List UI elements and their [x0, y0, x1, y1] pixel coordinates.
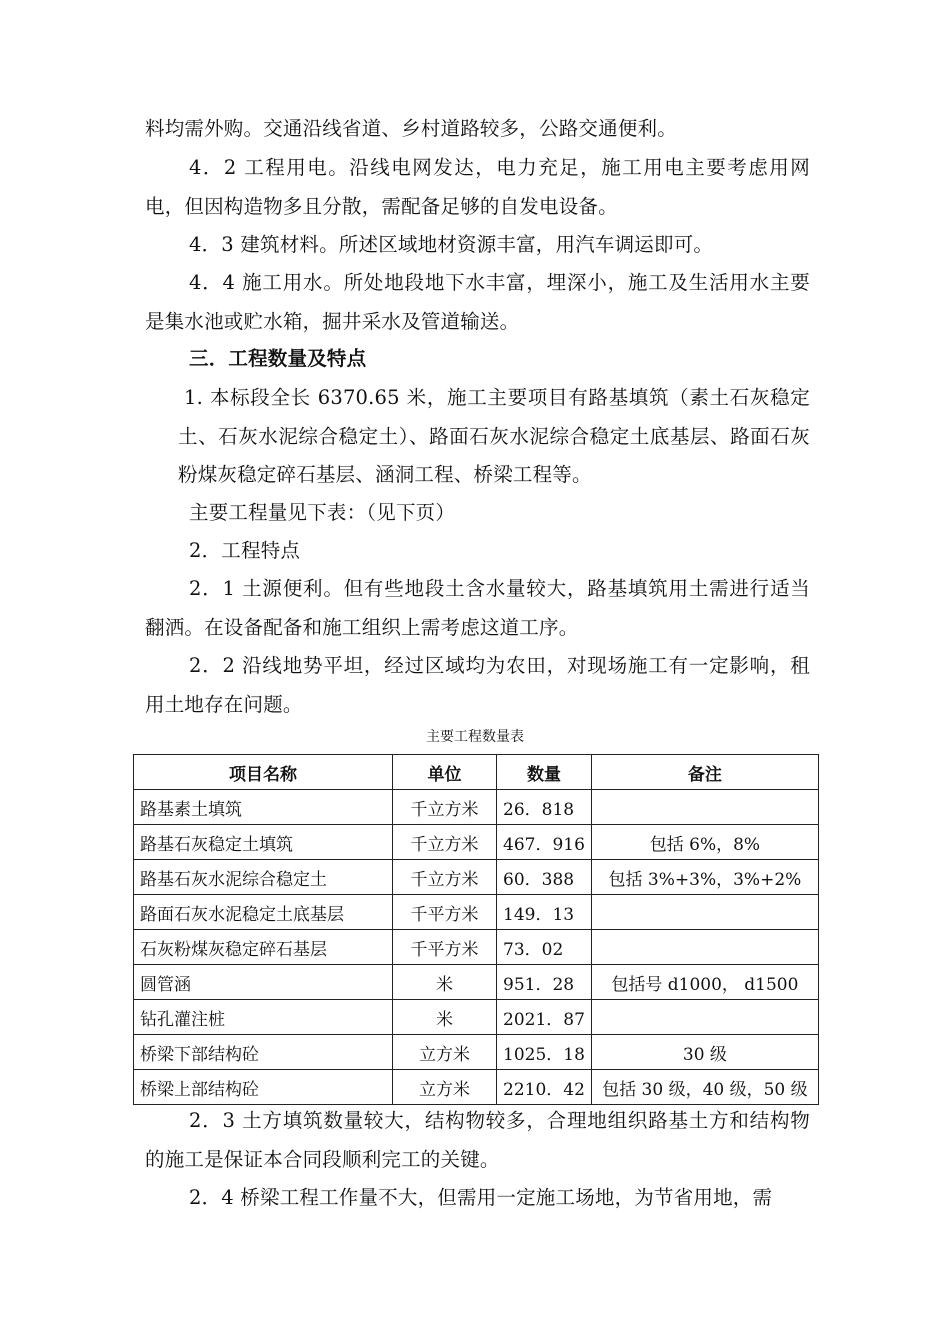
cell-unit: 千立方米 — [393, 860, 497, 895]
header-item-name: 项目名称 — [134, 755, 393, 790]
cell-unit: 千立方米 — [393, 790, 497, 825]
table-row — [134, 965, 819, 1000]
table-caption: 主要工程数量表 — [426, 729, 524, 745]
cell-remarks — [591, 895, 818, 930]
cell-item-name: 路基石灰水泥综合稳定土 — [134, 860, 393, 895]
paragraph-electricity: 4．2 工程用电。沿线电网发达，电力充足，施工用电主要考虑用网电，但因构造物多且分散，需配备足够的自发电设备。 — [145, 156, 810, 218]
cell-item-name: 桥梁下部结构砼 — [134, 1035, 393, 1070]
table-row — [134, 860, 819, 895]
table-header-row — [134, 755, 819, 790]
cell-quantity: 2210．42 — [497, 1070, 592, 1105]
cell-remarks: 包括 3%+3%，3%+2% — [591, 860, 818, 895]
header-remarks: 备注 — [591, 755, 818, 790]
cell-quantity: 467．916 — [497, 825, 592, 860]
cell-unit: 千平方米 — [393, 930, 497, 965]
cell-item-name: 钻孔灌注桩 — [134, 1000, 393, 1035]
cell-unit: 米 — [393, 965, 497, 1000]
cell-remarks: 包括 30 级，40 级，50 级 — [591, 1070, 818, 1105]
table-row — [134, 930, 819, 965]
cell-item-name: 圆管涵 — [134, 965, 393, 1000]
cell-quantity: 2021．87 — [497, 1000, 592, 1035]
cell-remarks: 包括 6%，8% — [591, 825, 818, 860]
cell-quantity: 60．388 — [497, 860, 592, 895]
cell-remarks — [591, 790, 818, 825]
cell-remarks — [591, 930, 818, 965]
cell-item-name: 路基素土填筑 — [134, 790, 393, 825]
cell-quantity: 26．818 — [497, 790, 592, 825]
quantities-table — [133, 754, 819, 1105]
cell-item-name: 路面石灰水泥稳定土底基层 — [134, 895, 393, 930]
subheading-features: 2．工程特点 — [189, 539, 301, 562]
cell-remarks: 30 级 — [591, 1035, 818, 1070]
header-unit: 单位 — [393, 755, 497, 790]
cell-item-name: 路基石灰稳定土填筑 — [134, 825, 393, 860]
cell-quantity: 73．02 — [497, 930, 592, 965]
cell-remarks: 包括号 d1000， d1500 — [591, 965, 818, 1000]
cell-unit: 千立方米 — [393, 825, 497, 860]
paragraph-transport: 料均需外购。交通沿线省道、乡村道路较多，公路交通便利。 — [145, 117, 677, 140]
cell-quantity: 951．28 — [497, 965, 592, 1000]
table-row — [134, 790, 819, 825]
paragraph-materials: 4．3 建筑材料。所述区域地材资源丰富，用汽车调运即可。 — [189, 233, 714, 256]
paragraph-table-reference: 主要工程量见下表：（见下页） — [189, 501, 456, 524]
paragraph-soil-source: 2．1 土源便利。但有些地段土含水量较大，路基填筑用土需进行适当翻洒。在设备配备和施工组织上需考虑这道工序。 — [145, 577, 810, 639]
paragraph-scope: 1. 本标段全长 6370.65 米，施工主要项目有路基填筑（素土石灰稳定土、石灰水泥综合稳定土）、路面石灰水泥综合稳定土底基层、路面石灰粉煤灰稳定碎石基层、涵洞工程、桥梁工程等。 — [178, 386, 810, 486]
cell-unit: 千平方米 — [393, 895, 497, 930]
section-heading-quantities: 三．工程数量及特点 — [189, 347, 367, 370]
cell-unit: 立方米 — [393, 1035, 497, 1070]
header-quantity: 数量 — [497, 755, 592, 790]
cell-quantity: 149．13 — [497, 895, 592, 930]
cell-remarks — [591, 1000, 818, 1035]
cell-item-name: 石灰粉煤灰稳定碎石基层 — [134, 930, 393, 965]
cell-item-name: 桥梁上部结构砼 — [134, 1070, 393, 1105]
cell-quantity: 1025．18 — [497, 1035, 592, 1070]
paragraph-earthwork: 2．3 土方填筑数量较大，结构物较多，合理地组织路基土方和结构物的施工是保证本合同段顺利完工的关键。 — [145, 1109, 810, 1171]
table-row — [134, 895, 819, 930]
paragraph-terrain: 2．2 沿线地势平坦，经过区域均为农田，对现场施工有一定影响，租用土地存在问题。 — [145, 654, 810, 716]
table-row — [134, 825, 819, 860]
cell-unit: 立方米 — [393, 1070, 497, 1105]
table-row — [134, 1035, 819, 1070]
paragraph-bridge: 2．4 桥梁工程工作量不大，但需用一定施工场地，为节省用地，需 — [189, 1186, 773, 1209]
table-row — [134, 1070, 819, 1105]
cell-unit: 米 — [393, 1000, 497, 1035]
paragraph-water: 4．4 施工用水。所处地段地下水丰富，埋深小，施工及生活用水主要是集水池或贮水箱，掘井采水及管道输送。 — [145, 271, 810, 333]
table-row — [134, 1000, 819, 1035]
